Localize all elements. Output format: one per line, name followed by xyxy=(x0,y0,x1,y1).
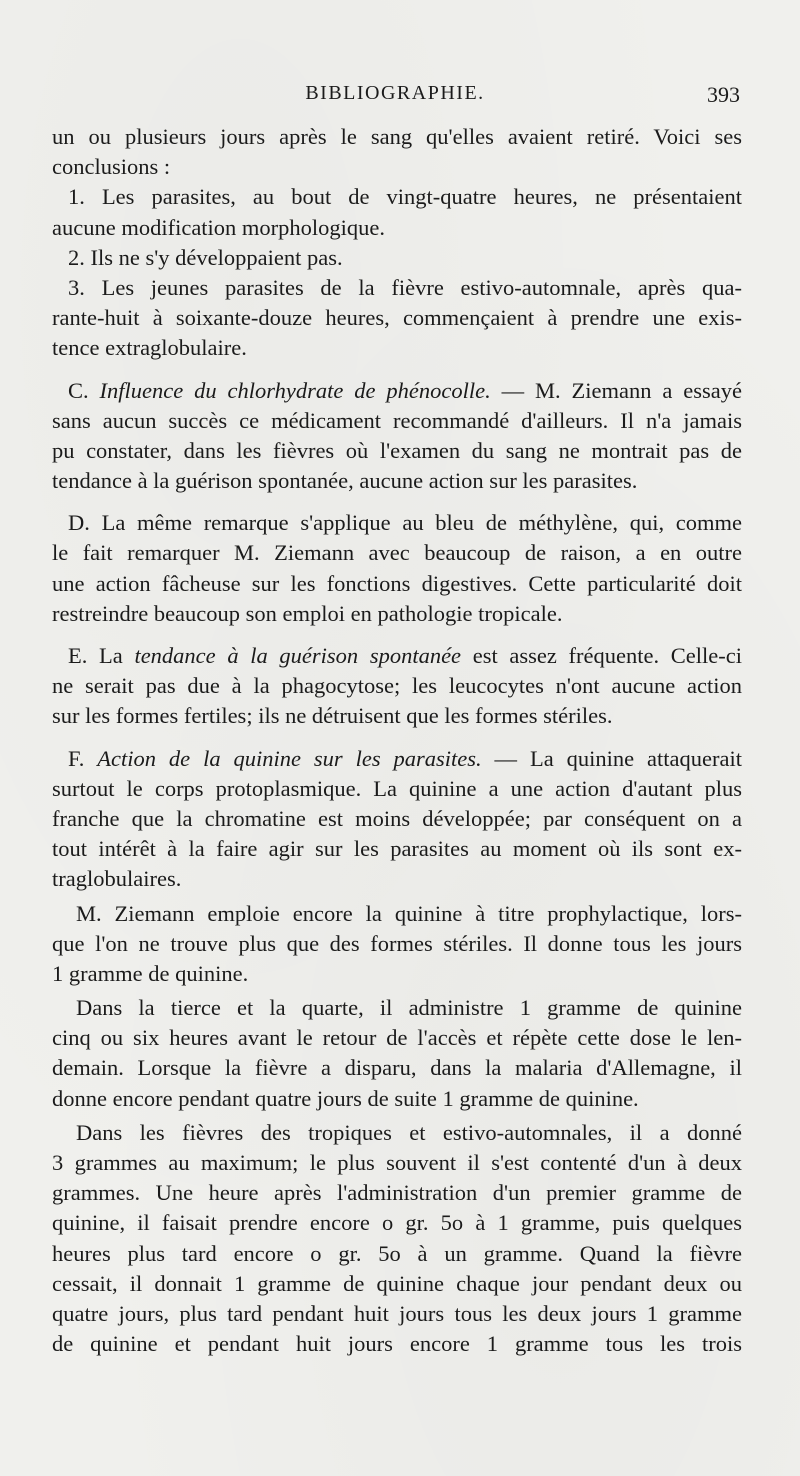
text-line: donne encore pendant quatre jours de suite 1 gramme de quinine. xyxy=(52,1085,639,1111)
paragraph-g xyxy=(52,899,742,990)
section-marker: F. xyxy=(68,745,98,771)
running-title: BIBLIOGRAPHIE. xyxy=(305,82,485,104)
text-line: franche que la chromatine est moins développée; par conséquent on a xyxy=(52,805,742,831)
text-line: ne serait pas due à la phagocytose; les leucocytes n'ont aucune action xyxy=(52,673,742,699)
page-header xyxy=(50,82,740,112)
text-line: pu constater, dans les fièvres où l'examen du sang ne montrait pas de xyxy=(52,437,742,463)
paragraph-i xyxy=(52,1118,742,1360)
text-line: Dans les fièvres des tropiques et estivo-automnales, il a donné xyxy=(76,1119,742,1145)
body-text xyxy=(52,122,742,1359)
text-span: est assez fréquente. Celle-ci xyxy=(461,643,742,668)
paragraph-c xyxy=(52,376,742,497)
text-line: heures plus tard encore o gr. 5o à un gramme. Quand la fièvre xyxy=(52,1240,742,1266)
text-line: M. Ziemann emploie encore la quinine à titre prophylactique, lors- xyxy=(76,900,742,926)
text-line: traglobulaires. xyxy=(52,866,182,892)
text-line: sur les formes fertiles; ils ne détruisent que les formes stériles. xyxy=(52,703,613,729)
paragraph-item-3 xyxy=(52,273,742,364)
text-line xyxy=(52,376,742,406)
text-line: D. La même remarque s'applique au bleu de méthylène, qui, comme xyxy=(68,510,742,536)
paragraph-item-1 xyxy=(52,182,742,242)
text-line: cessait, il donnait 1 gramme de quinine chaque jour pendant deux ou xyxy=(52,1270,742,1296)
text-line: surtout le corps protoplasmique. La quinine a une action d'autant plus xyxy=(52,775,742,801)
text-span: — M. Ziemann a essayé xyxy=(490,377,742,403)
text-line: un ou plusieurs jours après le sang qu'elles avaient retiré. Voici ses xyxy=(52,124,742,149)
text-line: le fait remarquer M. Ziemann avec beaucoup de raison, a en outre xyxy=(52,540,742,566)
text-line: quatre jours, plus tard pendant huit jours tous les deux jours 1 gramme xyxy=(52,1300,742,1326)
paragraph-f xyxy=(52,744,742,895)
text-line: 3 grammes au maximum; le plus souvent il s'est contenté d'un à deux xyxy=(52,1150,742,1175)
text-line: rante-huit à soixante-douze heures, commençaient à prendre une exis- xyxy=(52,305,742,331)
text-line: demain. Lorsque la fièvre a disparu, dans la malaria d'Allemagne, il xyxy=(52,1055,742,1081)
text-line: une action fâcheuse sur les fonctions digestives. Cette particularité doit xyxy=(52,570,742,596)
text-line: tence extraglobulaire. xyxy=(52,335,247,361)
text-line: conclusions : xyxy=(52,154,171,180)
text-line: 1 gramme de quinine. xyxy=(52,960,249,986)
text-line: 2. Ils ne s'y développaient pas. xyxy=(68,244,343,270)
page-number: 393 xyxy=(707,82,740,107)
paragraph-d xyxy=(52,508,742,629)
paragraph-h xyxy=(52,993,742,1114)
text-line: 3. Les jeunes parasites de la fièvre estivo-automnale, après qua- xyxy=(68,274,742,300)
text-line: restreindre beaucoup son emploi en pathologie tropicale. xyxy=(52,600,563,626)
text-line xyxy=(52,744,742,774)
text-line: cinq ou six heures avant le retour de l'accès et répète cette dose le len- xyxy=(52,1025,742,1051)
paragraph-continuation xyxy=(52,122,742,182)
section-marker: C. xyxy=(68,377,100,403)
text-line: 1. Les parasites, au bout de vingt-quatre heures, ne présentaient xyxy=(68,184,742,210)
text-line: que l'on ne trouve plus que des formes stériles. Il donne tous les jours xyxy=(52,930,742,956)
text-line xyxy=(52,641,742,671)
section-heading: tendance à la guérison spontanée xyxy=(134,643,462,668)
text-line: Dans la tierce et la quarte, il administre 1 gramme de quinine xyxy=(76,995,742,1021)
text-line: quinine, il faisait prendre encore o gr. 5o à 1 gramme, puis quelques xyxy=(52,1210,742,1236)
paragraph-item-2 xyxy=(52,243,742,273)
text-line: tendance à la guérison spontanée, aucune action sur les parasites. xyxy=(52,468,638,494)
text-line: sans aucun succès ce médicament recommandé d'ailleurs. Il n'a jamais xyxy=(52,407,742,433)
text-line: de quinine et pendant huit jours encore 1 gramme tous les trois xyxy=(52,1331,742,1357)
text-line: tout intérêt à la faire agir sur les parasites au moment où ils sont ex- xyxy=(52,836,742,862)
paragraph-e xyxy=(52,641,742,732)
text-line: grammes. Une heure après l'administration d'un premier gramme de xyxy=(52,1180,742,1206)
text-line: aucune modification morphologique. xyxy=(52,214,386,240)
section-marker: E. La xyxy=(68,643,135,668)
text-span: — La quinine attaquerait xyxy=(481,745,742,771)
section-heading: Action de la quinine sur les parasites. xyxy=(97,745,482,771)
section-heading: Influence du chlorhydrate de phénocolle. xyxy=(99,377,491,403)
